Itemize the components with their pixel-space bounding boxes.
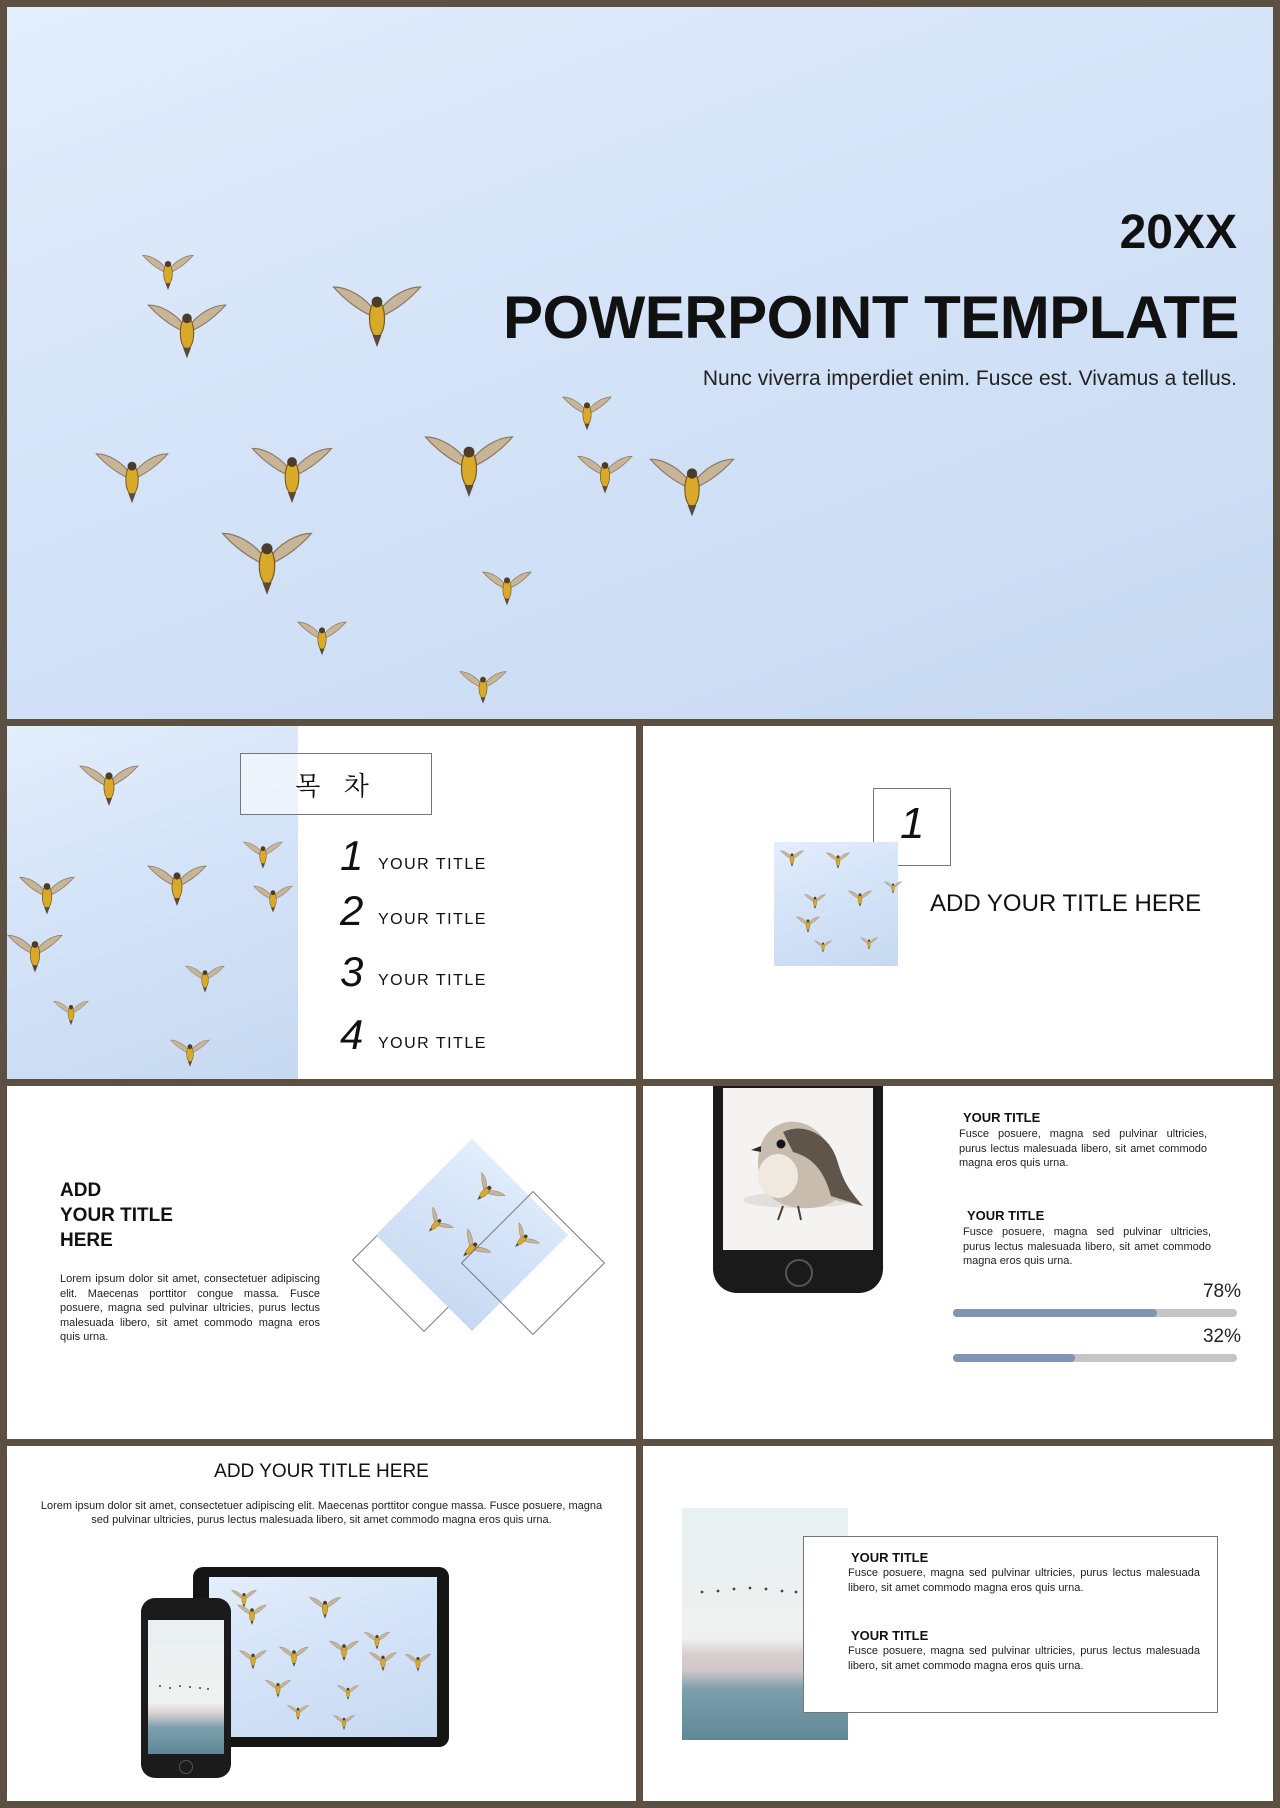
bird-icon	[287, 1701, 309, 1723]
phone-device	[713, 1086, 883, 1293]
bird-icon	[848, 886, 872, 910]
bird-icon	[221, 515, 313, 607]
toc-item[interactable]	[340, 1013, 487, 1057]
bird-icon	[369, 1647, 397, 1675]
bird-icon	[860, 934, 878, 952]
diamond-title-line: YOUR TITLE	[60, 1205, 173, 1226]
toc-item-number: 4	[340, 1011, 364, 1058]
bird-icon	[884, 878, 902, 896]
bird-icon	[780, 846, 804, 870]
phone-block-title: YOUR TITLE	[967, 1208, 1045, 1223]
toc-item-label: YOUR TITLE	[378, 1035, 487, 1052]
toc-item-number: 1	[340, 832, 364, 879]
toc-item-label: YOUR TITLE	[378, 856, 487, 873]
bird-icon	[333, 1711, 355, 1733]
phone-block-body: Fusce posuere, magna sed pulvinar ultricies, purus lectus malesuada libero, sit amet commodo magna eros quis urna.	[959, 1128, 1207, 1169]
small-phone-screen-photo	[148, 1620, 224, 1754]
phone-slide[interactable]	[643, 1086, 1273, 1439]
diamond-title-line: ADD	[60, 1180, 102, 1201]
bird-icon	[237, 1599, 267, 1629]
toc-slide[interactable]	[7, 726, 636, 1079]
cover-year: 20XX	[1119, 206, 1237, 259]
bird-icon	[332, 269, 422, 359]
bird-icon	[297, 612, 347, 662]
small-phone-home-button	[179, 1760, 193, 1774]
sparrow-image	[723, 1088, 873, 1250]
phone-home-button	[785, 1259, 813, 1287]
bird-icon	[577, 445, 633, 501]
section-title: ADD YOUR TITLE HERE	[930, 890, 1202, 917]
bird-icon	[804, 890, 826, 912]
progress-bar	[953, 1354, 1237, 1362]
phone-block-body: Fusce posuere, magna sed pulvinar ultricies, purus lectus malesuada libero, sit amet commodo magna eros quis urna.	[963, 1226, 1211, 1267]
tablet-screen-photo	[209, 1577, 437, 1737]
bird-icon	[243, 834, 283, 874]
progress-label: 32%	[1202, 1326, 1241, 1347]
section-photo	[774, 842, 898, 966]
sea-block-body: Fusce posuere, magna sed pulvinar ultricies, purus lectus malesuada libero, sit amet commodo magna eros quis urna.	[848, 1567, 1200, 1594]
bird-flock-image	[148, 1620, 224, 1754]
diamond-title	[60, 1178, 173, 1253]
sea-block-body: Fusce posuere, magna sed pulvinar ultricies, purus lectus malesuada libero, sit amet commodo magna eros quis urna.	[848, 1645, 1200, 1672]
bird-icon	[309, 1591, 341, 1623]
bird-icon	[649, 442, 735, 528]
bird-icon	[265, 1675, 291, 1701]
toc-heading: 목 차	[295, 770, 377, 801]
diamond-slide[interactable]	[7, 1086, 636, 1439]
device-slide-body: Lorem ipsum dolor sit amet, consectetuer adipiscing elit. Maecenas porttitor congue massa. Fusce posuere, magna sed pulvinar ultricies, purus lectus malesuada libero, sit amet commodo magna eros quis urna.	[40, 1500, 603, 1526]
sea-slide[interactable]	[643, 1446, 1273, 1801]
progress-label: 78%	[1202, 1281, 1241, 1302]
cover-title: POWERPOINT TEMPLATE	[502, 284, 1239, 351]
bird-icon	[329, 1635, 359, 1665]
section-slide[interactable]	[643, 726, 1273, 1079]
tablet-device	[193, 1567, 449, 1747]
toc-item-number: 3	[340, 948, 364, 995]
bird-icon	[482, 562, 532, 612]
sea-block-title: YOUR TITLE	[851, 1628, 929, 1643]
toc-item-label: YOUR TITLE	[378, 911, 487, 928]
bird-icon	[337, 1681, 359, 1703]
bird-icon	[170, 1032, 210, 1072]
phone-screen-photo	[723, 1088, 873, 1250]
bird-icon	[562, 387, 612, 437]
toc-item-number: 2	[340, 887, 364, 934]
device-slide-title: ADD YOUR TITLE HERE	[214, 1461, 429, 1482]
bird-icon	[415, 1202, 457, 1244]
bird-icon	[279, 1641, 309, 1671]
device-slide[interactable]	[7, 1446, 636, 1801]
small-phone-device	[141, 1598, 231, 1778]
bird-icon	[251, 432, 333, 514]
bird-icon	[814, 937, 832, 955]
bird-icon	[796, 912, 820, 936]
toc-heading-box	[240, 753, 432, 815]
sea-block-title: YOUR TITLE	[851, 1550, 929, 1565]
section-number: 1	[900, 799, 925, 848]
bird-icon	[424, 419, 514, 509]
bird-icon	[253, 878, 293, 918]
bird-icon	[462, 1167, 510, 1215]
bird-icon	[7, 924, 63, 980]
bird-icon	[185, 958, 225, 998]
bird-icon	[79, 754, 139, 814]
bird-icon	[19, 866, 75, 922]
toc-item[interactable]	[340, 889, 487, 933]
bird-icon	[95, 439, 169, 513]
bird-icon	[459, 662, 507, 710]
bird-icon	[239, 1645, 267, 1673]
bird-icon	[147, 854, 207, 914]
bird-icon	[147, 289, 227, 369]
progress-fill	[953, 1309, 1157, 1317]
progress-bar	[953, 1309, 1237, 1317]
toc-item[interactable]	[340, 950, 487, 994]
phone-block-title: YOUR TITLE	[963, 1110, 1041, 1125]
toc-item[interactable]	[340, 834, 487, 878]
progress-fill	[953, 1354, 1075, 1362]
cover-slide[interactable]	[7, 7, 1273, 719]
bird-icon	[826, 848, 850, 872]
diamond-title-line: HERE	[60, 1230, 113, 1251]
diamond-body: Lorem ipsum dolor sit amet, consectetuer adipiscing elit. Maecenas porttitor congue massa. Fusce posuere, magna sed pulvinar ultricies, purus lectus malesuada libero, sit amet commodo magna eros quis urna.	[60, 1273, 320, 1343]
bird-icon	[405, 1649, 431, 1675]
cover-subtitle: Nunc viverra imperdiet enim. Fusce est. Vivamus a tellus.	[702, 367, 1237, 390]
toc-item-label: YOUR TITLE	[378, 972, 487, 989]
bird-icon	[53, 994, 89, 1030]
